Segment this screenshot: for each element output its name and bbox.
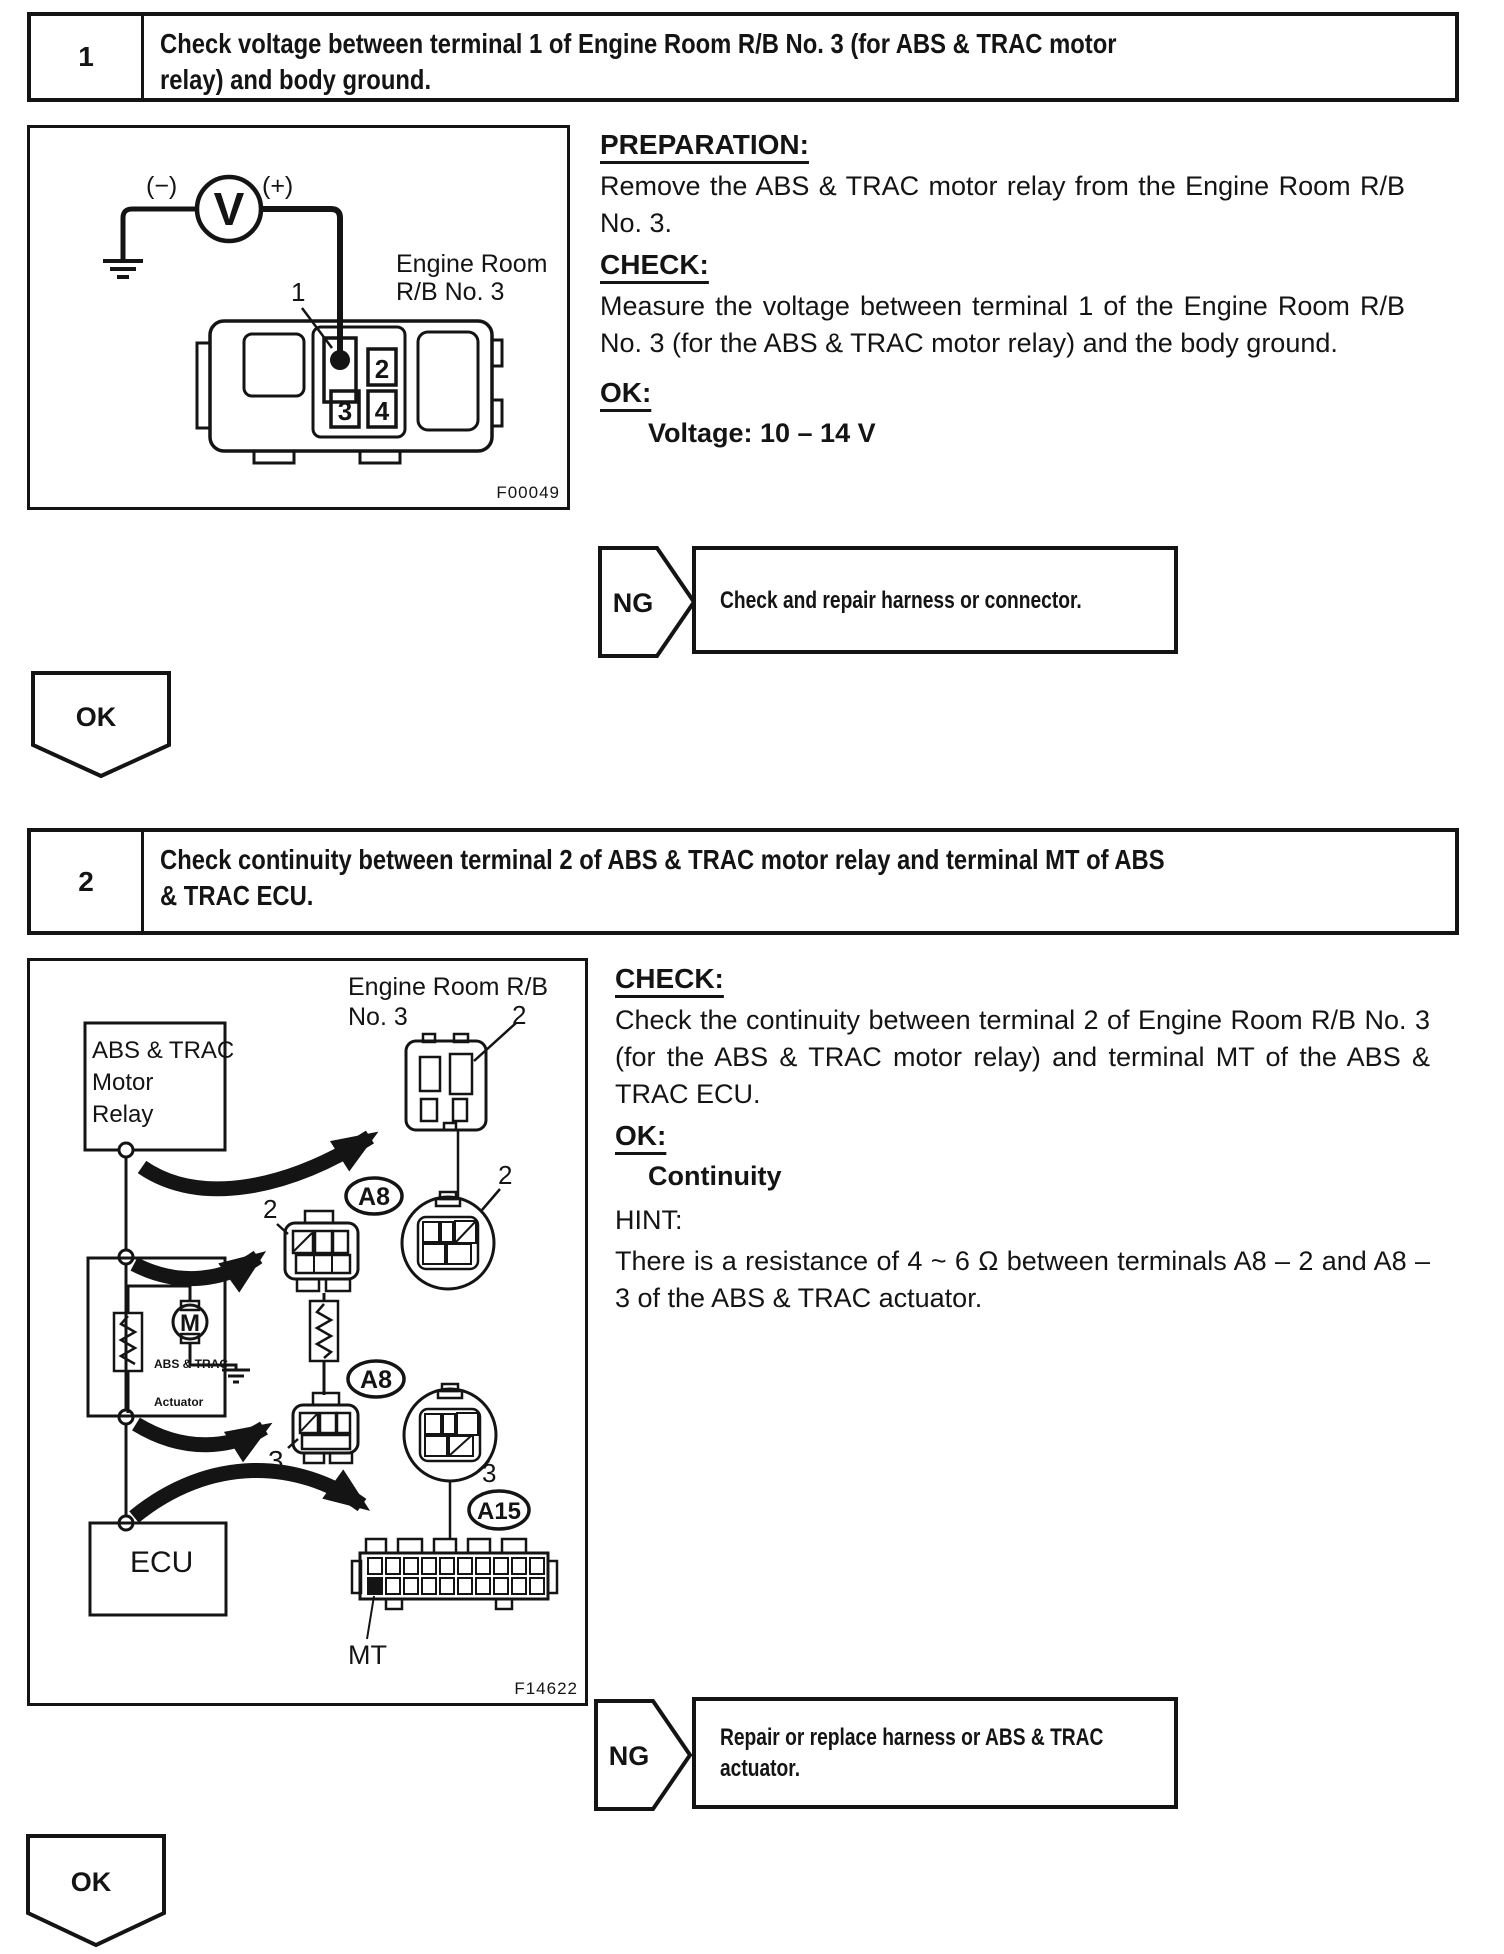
step-2-instructions [615, 960, 1430, 1323]
plug-connector-3 [288, 1393, 358, 1463]
a8-label: A8 [360, 1366, 392, 1394]
ng-label: NG [608, 1741, 650, 1771]
terminal-3-label: 3 [268, 1445, 284, 1476]
round-connector-2 [402, 1189, 500, 1289]
meter-plus-label: (+) [262, 172, 294, 200]
mt-label: MT [348, 1640, 387, 1670]
terminal-2-label: 2 [263, 1194, 278, 1224]
step-2-title: Check continuity between terminal 2 of ABS & TRAC motor relay and terminal MT of ABS & TRAC ECU. [160, 844, 1165, 911]
voltmeter-diagram [30, 128, 567, 507]
figure-voltage-check [27, 125, 570, 510]
figure2-header-line1: Engine Room R/B [348, 973, 549, 1001]
mt-terminal-pin [368, 1578, 382, 1594]
a8-label: A8 [358, 1183, 390, 1211]
terminal-2-label: 2 [498, 1160, 513, 1190]
probe-contact-dot [330, 350, 350, 370]
actuator-label-line2: Actuator [154, 1395, 204, 1409]
figure-code: F00049 [496, 483, 560, 502]
relay-label-line1: ABS & TRAC [92, 1037, 235, 1064]
hint-heading: HINT: [615, 1205, 683, 1235]
terminal-2-label: 2 [512, 1000, 527, 1030]
ok-pointer-step1 [30, 670, 172, 780]
ecu-label: ECU [130, 1546, 194, 1579]
relay-label-line2: Motor [92, 1069, 154, 1096]
ng-pointer-step2 [593, 1698, 695, 1812]
terminal-3-label: 3 [482, 1458, 497, 1488]
ground-icon [103, 261, 143, 277]
ok-heading: OK: [615, 1120, 667, 1151]
terminal-2-label: 2 [374, 354, 390, 384]
pointer-arrows [134, 1137, 370, 1517]
ng-action-text: Repair or replace harness or ABS & TRAC actuator. [720, 1724, 1104, 1782]
component-label-line1: Engine Room [396, 250, 548, 278]
relay-block-drawing [197, 321, 502, 463]
preparation-heading: PREPARATION: [600, 129, 809, 160]
ok-heading: OK: [600, 377, 652, 408]
step-1-instructions [600, 126, 1405, 460]
hint-text: There is a resistance of 4 ~ 6 Ω between terminals A8 – 2 and A8 – 3 of the ABS & TRAC actuator. [615, 1246, 1430, 1313]
ok-spec-value: Continuity [648, 1161, 782, 1191]
ng-action-box-step1 [692, 546, 1178, 654]
terminal-4-label: 4 [374, 396, 390, 426]
ok-label: OK [70, 1867, 112, 1897]
relay-label-line3: Relay [92, 1101, 154, 1128]
terminal-1-label: 1 [291, 277, 306, 307]
meter-minus-label: (−) [146, 172, 178, 200]
ecu-connector-a15 [352, 1539, 557, 1639]
check-text: Measure the voltage between terminal 1 of the Engine Room R/B No. 3 (for the ABS & TRAC motor relay) and the body ground. [600, 291, 1405, 358]
step-1-title: Check voltage between terminal 1 of Engine Room R/B No. 3 (for ABS & TRAC motor relay) and body ground. [160, 28, 1117, 95]
check-heading: CHECK: [600, 249, 709, 280]
voltmeter-symbol: V [213, 183, 245, 235]
plug-connector-2 [277, 1211, 358, 1291]
ng-action-text: Check and repair harness or connector. [720, 586, 1082, 614]
ng-label: NG [612, 588, 654, 618]
component-label-line2: R/B No. 3 [396, 278, 505, 306]
motor-symbol: M [180, 1310, 200, 1337]
negative-lead-wire [123, 209, 197, 259]
ok-spec-value: Voltage: 10 – 14 V [648, 418, 876, 448]
ng-pointer-step1 [597, 545, 699, 659]
ng-action-box-step2 [692, 1697, 1178, 1809]
actuator-label-line1: ABS & TRAC [154, 1357, 228, 1371]
step-2-number: 2 [31, 832, 144, 931]
ok-label: OK [75, 702, 117, 732]
terminal-3-label: 3 [337, 396, 353, 426]
step-2-header [27, 828, 1459, 935]
check-heading: CHECK: [615, 963, 724, 994]
figure2-header-line2: No. 3 [348, 1003, 408, 1031]
step-1-number: 1 [31, 16, 144, 98]
ok-pointer-step2 [25, 1833, 167, 1951]
check-text: Check the continuity between terminal 2 of Engine Room R/B No. 3 (for the ABS & TRAC motor relay) and terminal MT of the ABS & TRAC ECU. [615, 1005, 1430, 1109]
step-1-header [27, 12, 1459, 102]
preparation-text: Remove the ABS & TRAC motor relay from the Engine Room R/B No. 3. [600, 171, 1405, 238]
resistor-symbol [310, 1293, 338, 1395]
a15-label: A15 [476, 1498, 522, 1525]
figure-code: F14622 [514, 1679, 578, 1698]
figure-continuity-check [27, 958, 588, 1706]
relay-socket-connector [406, 1023, 516, 1130]
